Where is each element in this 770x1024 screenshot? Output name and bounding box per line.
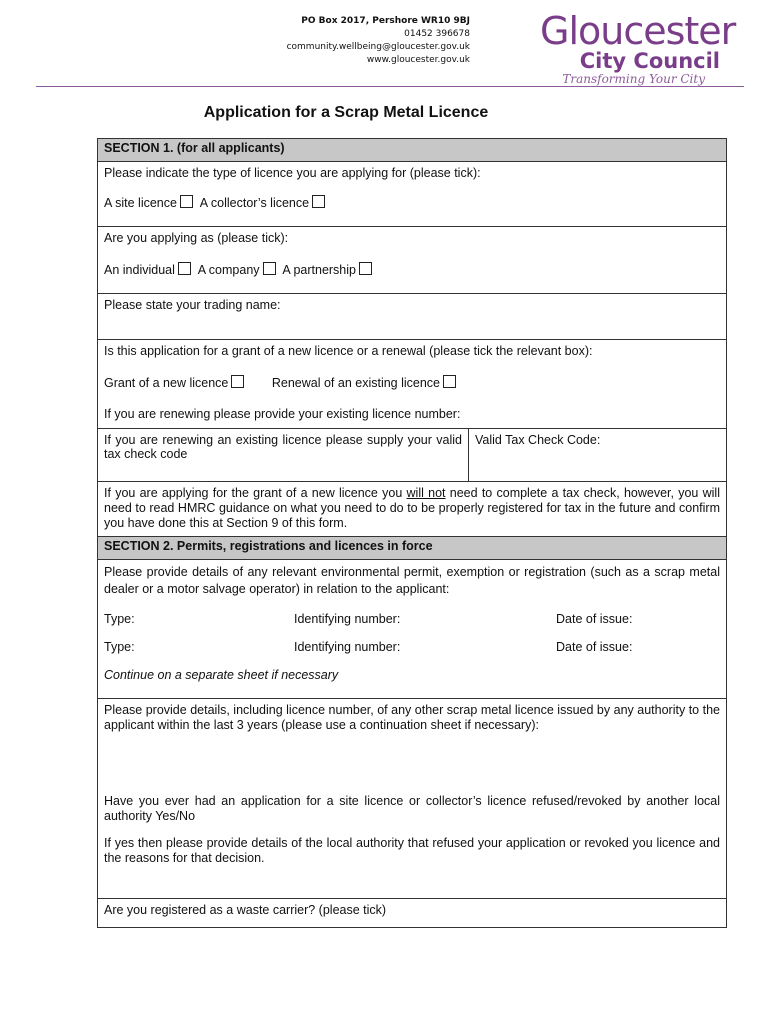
other-licences-question: Please provide details, including licence number, of any other scrap metal licence issued by any authority to the applicant within the last 3 years (please use a continuation sheet if necessary): <box>104 703 720 732</box>
application-form <box>97 138 727 928</box>
postal-address: PO Box 2017, Pershore WR10 9BJ <box>301 16 470 26</box>
grant-renewal-cell <box>98 340 726 429</box>
site-licence-label: A site licence <box>104 196 177 210</box>
collector-licence-label: A collector’s licence <box>199 196 310 210</box>
header-divider <box>36 86 744 87</box>
other-licences-cell[interactable] <box>98 699 726 899</box>
permits-question: Please provide details of any relevant environmental permit, exemption or registration (such as a scrap metal dealer or a motor salvage operator) in relation to the applicant: <box>104 565 720 596</box>
renewal-label: Renewal of an existing licence <box>271 376 441 390</box>
company-checkbox[interactable] <box>263 262 276 275</box>
grant-note-part1: If you are applying for the grant of a new licence you <box>104 486 407 500</box>
logo-tagline: Transforming Your City <box>562 72 705 86</box>
id-number-label: Identifying number: <box>294 612 401 626</box>
partnership-label: A partnership <box>282 263 356 277</box>
continue-note: Continue on a separate sheet if necessary <box>104 668 339 682</box>
grant-note-cell <box>98 482 726 537</box>
section2-heading: SECTION 2. Permits, registrations and licences in force <box>98 537 726 560</box>
grant-new-checkbox[interactable] <box>231 375 244 388</box>
tax-check-label: Valid Tax Check Code: <box>475 433 601 447</box>
tax-check-field[interactable] <box>469 429 726 481</box>
date-issue-label: Date of issue: <box>556 640 633 654</box>
applicant-type-question: Are you applying as (please tick): <box>104 231 289 245</box>
tax-check-row <box>98 429 726 482</box>
site-licence-checkbox[interactable] <box>180 195 193 208</box>
permit-row-2[interactable] <box>104 640 720 654</box>
renewal-number-question: If you are renewing please provide your existing licence number: <box>104 407 461 421</box>
grant-new-label: Grant of a new licence <box>104 376 229 390</box>
waste-carrier-cell <box>98 899 726 928</box>
company-label: A company <box>197 263 260 277</box>
grant-note-emphasis: will not <box>406 486 446 500</box>
trading-name-question: Please state your trading name: <box>104 298 281 312</box>
type-label: Type: <box>104 612 135 626</box>
tax-check-question: If you are renewing an existing licence please supply your valid tax check code <box>98 429 469 481</box>
type-label: Type: <box>104 640 135 654</box>
phone-number: 01452 396678 <box>404 29 470 39</box>
applicant-type-cell <box>98 227 726 294</box>
partnership-checkbox[interactable] <box>359 262 372 275</box>
grant-renewal-question: Is this application for a grant of a new licence or a renewal (please tick the relevant box): <box>104 344 593 358</box>
logo-sub-text: City Council <box>579 49 720 73</box>
page-title: Application for a Scrap Metal Licence <box>203 104 489 121</box>
waste-carrier-question: Are you registered as a waste carrier? (please tick) <box>104 903 387 917</box>
logo-main-text: Gloucester <box>540 9 736 53</box>
individual-checkbox[interactable] <box>178 262 191 275</box>
collector-licence-checkbox[interactable] <box>312 195 325 208</box>
grant-note-part2: need to complete a tax check, however, you will need to read HMRC guidance on what you need to do to be properly registered for tax in the future and confirm you have done this at Section 9 of this form. <box>104 486 720 530</box>
council-logo <box>540 9 740 86</box>
grant-note <box>104 486 720 531</box>
permits-cell <box>98 560 726 699</box>
refused-details-question: If yes then please provide details of the local authority that refused your application or revoked you licence and the reasons for that decision. <box>104 836 720 865</box>
contact-block <box>210 15 470 67</box>
refused-question: Have you ever had an application for a site licence or collector’s licence refused/revoked by another local authority Yes/No <box>104 794 720 823</box>
individual-label: An individual <box>104 263 175 277</box>
licence-type-cell <box>98 162 726 227</box>
permit-row-1[interactable] <box>104 612 720 626</box>
licence-type-question: Please indicate the type of licence you are applying for (please tick): <box>104 166 481 180</box>
section1-heading: SECTION 1. (for all applicants) <box>98 139 726 162</box>
id-number-label: Identifying number: <box>294 640 401 654</box>
date-issue-label: Date of issue: <box>556 612 633 626</box>
renewal-checkbox[interactable] <box>443 375 456 388</box>
trading-name-cell[interactable] <box>98 294 726 340</box>
website-url: www.gloucester.gov.uk <box>366 55 470 65</box>
email-address: community.wellbeing@gloucester.gov.uk <box>286 42 470 52</box>
